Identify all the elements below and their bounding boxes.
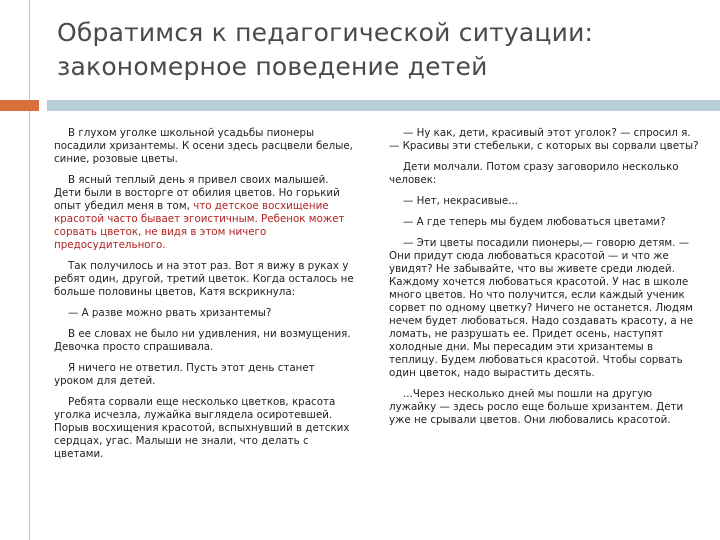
title-line-2: закономерное поведение детей (57, 52, 488, 81)
paragraph: — Ну как, дети, красивый этот уголок? — спросил я. — Красивы эти стебельки, с которых вы сорвали цветы? (389, 127, 699, 152)
paragraph: — А разве можно рвать хризантемы? (68, 307, 272, 319)
accent-bar (0, 100, 39, 111)
paragraph: Я ничего не ответил. Пусть этот день станет уроком для детей. (54, 362, 315, 387)
paragraph: Так получилось и на этот раз. Вот я вижу в руках у ребят один, другой, третий цветок. Когда осталось не больше половины цветов, Катя вскрикнула: (54, 260, 354, 298)
paragraph-text: В ясный теплый день я привел своих малышей. Дети были в восторге от обилия цветов. Но горький опыт убедил меня в том, (54, 174, 340, 212)
paragraph (54, 174, 354, 252)
highlighted-text: что детское восхищение красотой часто бывает эгоистичным. Ребенок может сорвать цветок, не видя в этом ничего предосудительного. (54, 200, 345, 251)
paragraph: — Нет, некрасивые... (403, 195, 519, 207)
left-margin-rule (29, 0, 30, 540)
paragraph: В глухом уголке школьной усадьбы пионеры посадили хризантемы. К осени здесь расцвели белые, синие, розовые цветы. (54, 127, 353, 165)
left-text-column (54, 127, 354, 469)
paragraph: В ее словах не было ни удивления, ни возмущения. Девочка просто спрашивала. (54, 328, 351, 353)
paragraph: Ребята сорвали еще несколько цветков, красота уголка исчезла, лужайка выглядела осиротевшей. Порыв восхищения красотой, вспыхнувший в детских сердцах, угас. Малыши не знали, что делать с цветами. (54, 396, 350, 460)
right-text-column (389, 127, 699, 435)
paragraph: — Эти цветы посадили пионеры,— говорю детям. — Они придут сюда любоваться красотой — и что же увидят? Не забывайте, что вы живете среди людей. Каждому хочется любоваться красотой. У нас в школе много цветов. Но что получится, если каждый ученик сорвет по одному цветку? Ничего не останется. Людям нечем будет любоваться. Надо создавать красоту, а не ломать, не разрушать ее. Придет осень, наступят холодные дни. Мы пересадим эти хризантемы в теплицу. Будем любоваться красотой. Чтобы сорвать один цветок, надо вырастить десять. (389, 237, 694, 379)
title-divider-bar (47, 100, 720, 111)
paragraph: ...Через несколько дней мы пошли на другую лужайку — здесь росло еще больше хризантем. Дети уже не срывали цветов. Они любовались красотой. (389, 388, 684, 426)
title-line-1: Обратимся к педагогической ситуации: (57, 18, 594, 47)
slide-title (57, 16, 707, 84)
paragraph: — А где теперь мы будем любоваться цветами? (403, 216, 666, 228)
paragraph: Дети молчали. Потом сразу заговорило несколько человек: (389, 161, 679, 186)
